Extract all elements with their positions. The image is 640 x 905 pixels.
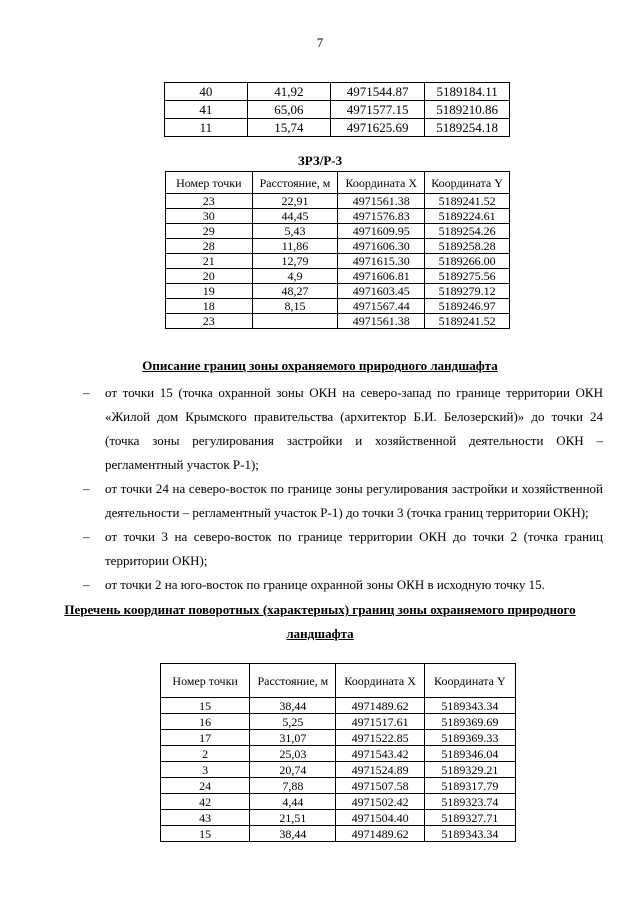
table-row <box>161 714 516 730</box>
section-title-coordinates-list-line2: ландшафта <box>286 626 354 641</box>
cell-point-number: 28 <box>166 239 253 254</box>
cell-distance: 5,25 <box>250 714 336 730</box>
list-item-text: от точки 3 на северо-восток по границе территории ОКН до точки 2 (точка границ территории ОКН); <box>105 529 603 568</box>
section-title-coordinates-list: Перечень координат поворотных (характерных) границ зоны охраняемого природного <box>64 602 576 617</box>
cell-distance: 38,44 <box>250 698 336 714</box>
cell-coordinate-x: 4971522.85 <box>336 730 424 746</box>
cell-point-number: 40 <box>165 83 248 101</box>
cell-distance: 38,44 <box>250 826 336 842</box>
cell-coordinate-x: 4971561.38 <box>338 314 425 329</box>
cell-distance: 31,07 <box>250 730 336 746</box>
cell-coordinate-x: 4971567.44 <box>338 299 425 314</box>
section-title-boundary-description: Описание границ зоны охраняемого природного ландшафта <box>142 358 498 373</box>
cell-distance: 65,06 <box>247 101 330 119</box>
table-row <box>166 299 510 314</box>
cell-distance: 48,27 <box>252 284 338 299</box>
list-item <box>83 381 603 477</box>
cell-distance: 21,51 <box>250 810 336 826</box>
cell-coordinate-y: 5189254.26 <box>425 224 510 239</box>
cell-point-number: 18 <box>166 299 253 314</box>
cell-coordinate-x: 4971625.69 <box>330 119 424 137</box>
cell-coordinate-x: 4971489.62 <box>336 698 424 714</box>
cell-point-number: 2 <box>161 746 250 762</box>
coordinates-table-continued <box>164 82 510 137</box>
list-item <box>83 525 603 573</box>
cell-coordinate-y: 5189343.34 <box>424 826 515 842</box>
cell-coordinate-x: 4971507.58 <box>336 778 424 794</box>
coordinates-table-zrz-r3 <box>165 171 510 329</box>
list-dash: – <box>83 577 90 592</box>
cell-point-number: 20 <box>166 269 253 284</box>
cell-coordinate-y: 5189258.28 <box>425 239 510 254</box>
cell-distance: 15,74 <box>247 119 330 137</box>
cell-point-number: 30 <box>166 209 253 224</box>
cell-distance: 44,45 <box>252 209 338 224</box>
cell-coordinate-y: 5189346.04 <box>424 746 515 762</box>
cell-coordinate-y: 5189317.79 <box>424 778 515 794</box>
cell-distance: 25,03 <box>250 746 336 762</box>
list-item <box>83 573 603 597</box>
cell-point-number: 23 <box>166 314 253 329</box>
list-item-text: от точки 24 на северо-восток по границе зоны регулирования застройки и хозяйственной деятельности – регламентный участок Р-1) до точки 3 (точка границ территории ОКН); <box>105 481 603 520</box>
cell-distance: 41,92 <box>247 83 330 101</box>
cell-coordinate-y: 5189266.00 <box>425 254 510 269</box>
cell-coordinate-y: 5189329.21 <box>424 762 515 778</box>
cell-coordinate-x: 4971576.83 <box>338 209 425 224</box>
cell-coordinate-x: 4971502.42 <box>336 794 424 810</box>
cell-coordinate-y: 5189184.11 <box>425 83 510 101</box>
cell-coordinate-y: 5189369.69 <box>424 714 515 730</box>
table-row <box>166 314 510 329</box>
cell-point-number: 29 <box>166 224 253 239</box>
cell-coordinate-x: 4971561.38 <box>338 194 425 209</box>
table-row <box>161 826 516 842</box>
cell-point-number: 42 <box>161 794 250 810</box>
cell-point-number: 11 <box>165 119 248 137</box>
cell-distance: 4,44 <box>250 794 336 810</box>
cell-point-number: 17 <box>161 730 250 746</box>
cell-point-number: 43 <box>161 810 250 826</box>
cell-distance: 22,91 <box>252 194 338 209</box>
table-row <box>166 284 510 299</box>
cell-coordinate-y: 5189323.74 <box>424 794 515 810</box>
cell-distance: 4,9 <box>252 269 338 284</box>
cell-point-number: 24 <box>161 778 250 794</box>
table-row <box>165 83 510 101</box>
table-row <box>166 269 510 284</box>
cell-point-number: 3 <box>161 762 250 778</box>
table-row <box>161 730 516 746</box>
cell-coordinate-y: 5189254.18 <box>425 119 510 137</box>
table-row <box>161 762 516 778</box>
cell-point-number: 41 <box>165 101 248 119</box>
cell-coordinate-x: 4971609.95 <box>338 224 425 239</box>
cell-distance: 12,79 <box>252 254 338 269</box>
list-item-text: от точки 15 (точка охранной зоны ОКН на северо-запад по границе территории ОКН «Жилой дом Крымского правительства (архитектор Б.И. Белозерский)» до точки 24 (точка зоны регулирования застройки и хозяйственной деятельности ОКН – регламентный участок Р-1); <box>105 385 603 472</box>
table-row <box>161 698 516 714</box>
page-number: 7 <box>316 35 324 50</box>
table-row <box>166 209 510 224</box>
cell-coordinate-y: 5189343.34 <box>424 698 515 714</box>
list-item-text: от точки 2 на юго-восток по границе охранной зоны ОКН в исходную точку 15. <box>105 577 545 592</box>
cell-coordinate-y: 5189327.71 <box>424 810 515 826</box>
cell-coordinate-y: 5189224.61 <box>425 209 510 224</box>
cell-coordinate-x: 4971615.30 <box>338 254 425 269</box>
cell-coordinate-x: 4971606.30 <box>338 239 425 254</box>
list-dash: – <box>83 385 90 400</box>
cell-coordinate-x: 4971489.62 <box>336 826 424 842</box>
column-header-coordinate-x: Координата X <box>338 172 425 194</box>
column-header-point-number: Номер точки <box>166 172 253 194</box>
cell-point-number: 15 <box>161 698 250 714</box>
table-row <box>161 794 516 810</box>
cell-distance: 20,74 <box>250 762 336 778</box>
coordinates-table-landscape-zone <box>160 663 516 842</box>
cell-distance <box>252 314 338 329</box>
cell-distance: 5,43 <box>252 224 338 239</box>
column-header-point-number: Номер точки <box>161 664 250 698</box>
cell-coordinate-x: 4971504.40 <box>336 810 424 826</box>
cell-point-number: 21 <box>166 254 253 269</box>
cell-point-number: 16 <box>161 714 250 730</box>
cell-distance: 7,88 <box>250 778 336 794</box>
table-row <box>165 119 510 137</box>
cell-coordinate-y: 5189369.33 <box>424 730 515 746</box>
cell-coordinate-x: 4971524.89 <box>336 762 424 778</box>
list-dash: – <box>83 481 90 496</box>
list-item <box>83 477 603 525</box>
table-row <box>166 224 510 239</box>
cell-coordinate-y: 5189246.97 <box>425 299 510 314</box>
cell-coordinate-x: 4971577.15 <box>330 101 424 119</box>
cell-coordinate-x: 4971517.61 <box>336 714 424 730</box>
table-row <box>166 194 510 209</box>
cell-coordinate-x: 4971543.42 <box>336 746 424 762</box>
table-row <box>161 746 516 762</box>
cell-coordinate-x: 4971606.81 <box>338 269 425 284</box>
cell-point-number: 23 <box>166 194 253 209</box>
cell-point-number: 19 <box>166 284 253 299</box>
cell-point-number: 15 <box>161 826 250 842</box>
cell-coordinate-y: 5189241.52 <box>425 194 510 209</box>
column-header-coordinate-y: Координата Y <box>424 664 515 698</box>
cell-coordinate-y: 5189210.86 <box>425 101 510 119</box>
cell-coordinate-x: 4971603.45 <box>338 284 425 299</box>
table-row <box>161 810 516 826</box>
cell-coordinate-y: 5189279.12 <box>425 284 510 299</box>
boundary-description-list <box>83 381 603 597</box>
table-row <box>166 254 510 269</box>
cell-coordinate-y: 5189241.52 <box>425 314 510 329</box>
cell-distance: 8,15 <box>252 299 338 314</box>
column-header-coordinate-x: Координата X <box>336 664 424 698</box>
cell-coordinate-x: 4971544.87 <box>330 83 424 101</box>
column-header-coordinate-y: Координата Y <box>425 172 510 194</box>
list-dash: – <box>83 529 90 544</box>
cell-coordinate-y: 5189275.56 <box>425 269 510 284</box>
table-row <box>161 778 516 794</box>
table-row <box>165 101 510 119</box>
column-header-distance: Расстояние, м <box>252 172 338 194</box>
column-header-distance: Расстояние, м <box>250 664 336 698</box>
table-row <box>166 239 510 254</box>
cell-distance: 11,86 <box>252 239 338 254</box>
table-caption-zrz-r3: ЗРЗ/Р-3 <box>297 153 343 168</box>
